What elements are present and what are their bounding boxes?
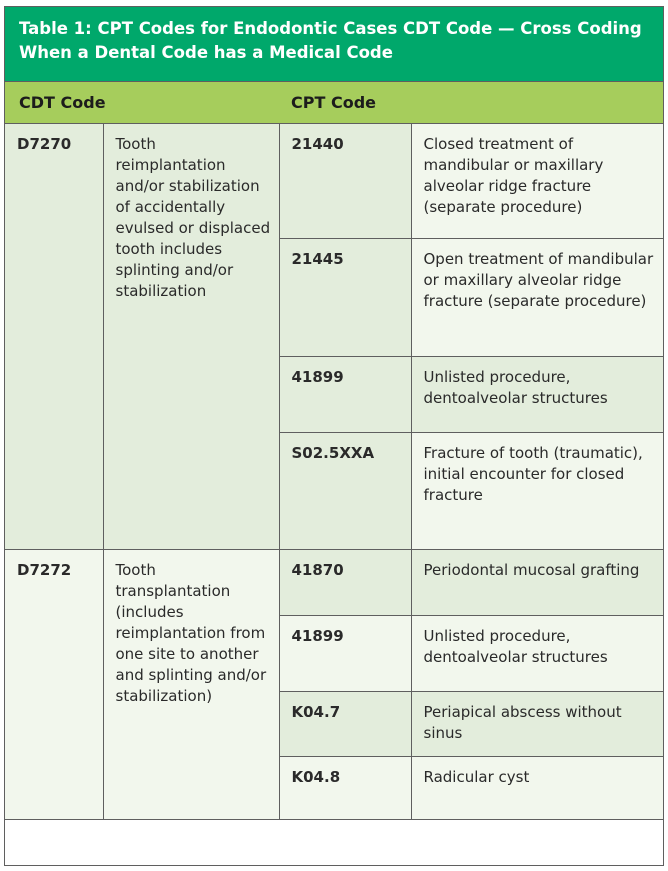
cpt-code-cell: 21440 bbox=[279, 124, 411, 238]
cpt-code-cell: 21445 bbox=[279, 238, 411, 356]
header-cpt-code: CPT Code bbox=[291, 93, 376, 112]
cpt-description-cell: Closed treatment of mandibular or maxillary alveolar ridge fracture (separate procedure) bbox=[411, 124, 663, 238]
cdt-code-cell: D7272 bbox=[5, 549, 103, 819]
cpt-description-cell: Open treatment of mandibular or maxillary alveolar ridge fracture (separate procedure) bbox=[411, 238, 663, 356]
cpt-description-cell: Periodontal mucosal grafting bbox=[411, 549, 663, 615]
cpt-description-cell: Fracture of tooth (traumatic), initial encounter for closed fracture bbox=[411, 432, 663, 549]
cpt-description-cell: Unlisted procedure, dentoalveolar structures bbox=[411, 615, 663, 691]
table-row bbox=[5, 124, 663, 238]
code-table bbox=[5, 124, 663, 820]
table-header-row bbox=[5, 81, 663, 124]
cpt-code-cell: K04.7 bbox=[279, 691, 411, 756]
header-cdt-code: CDT Code bbox=[19, 93, 106, 112]
cpt-description-cell: Periapical abscess without sinus bbox=[411, 691, 663, 756]
cpt-code-cell: 41899 bbox=[279, 356, 411, 432]
cdt-description-cell: Tooth reimplantation and/or stabilization of accidentally evulsed or displaced tooth includes splinting and/or stabilization bbox=[103, 124, 279, 549]
table-frame bbox=[4, 6, 664, 866]
cdt-description-cell: Tooth transplantation (includes reimplantation from one site to another and splinting and/or stabilization) bbox=[103, 549, 279, 819]
table-row bbox=[5, 549, 663, 615]
table-title: Table 1: CPT Codes for Endodontic Cases CDT Code — Cross Coding When a Dental Code has a Medical Code bbox=[5, 7, 663, 81]
cpt-description-cell: Radicular cyst bbox=[411, 756, 663, 819]
cpt-code-cell: K04.8 bbox=[279, 756, 411, 819]
cdt-code-cell: D7270 bbox=[5, 124, 103, 549]
cpt-code-cell: 41870 bbox=[279, 549, 411, 615]
cpt-code-cell: 41899 bbox=[279, 615, 411, 691]
cpt-code-cell: S02.5XXA bbox=[279, 432, 411, 549]
cpt-description-cell: Unlisted procedure, dentoalveolar structures bbox=[411, 356, 663, 432]
